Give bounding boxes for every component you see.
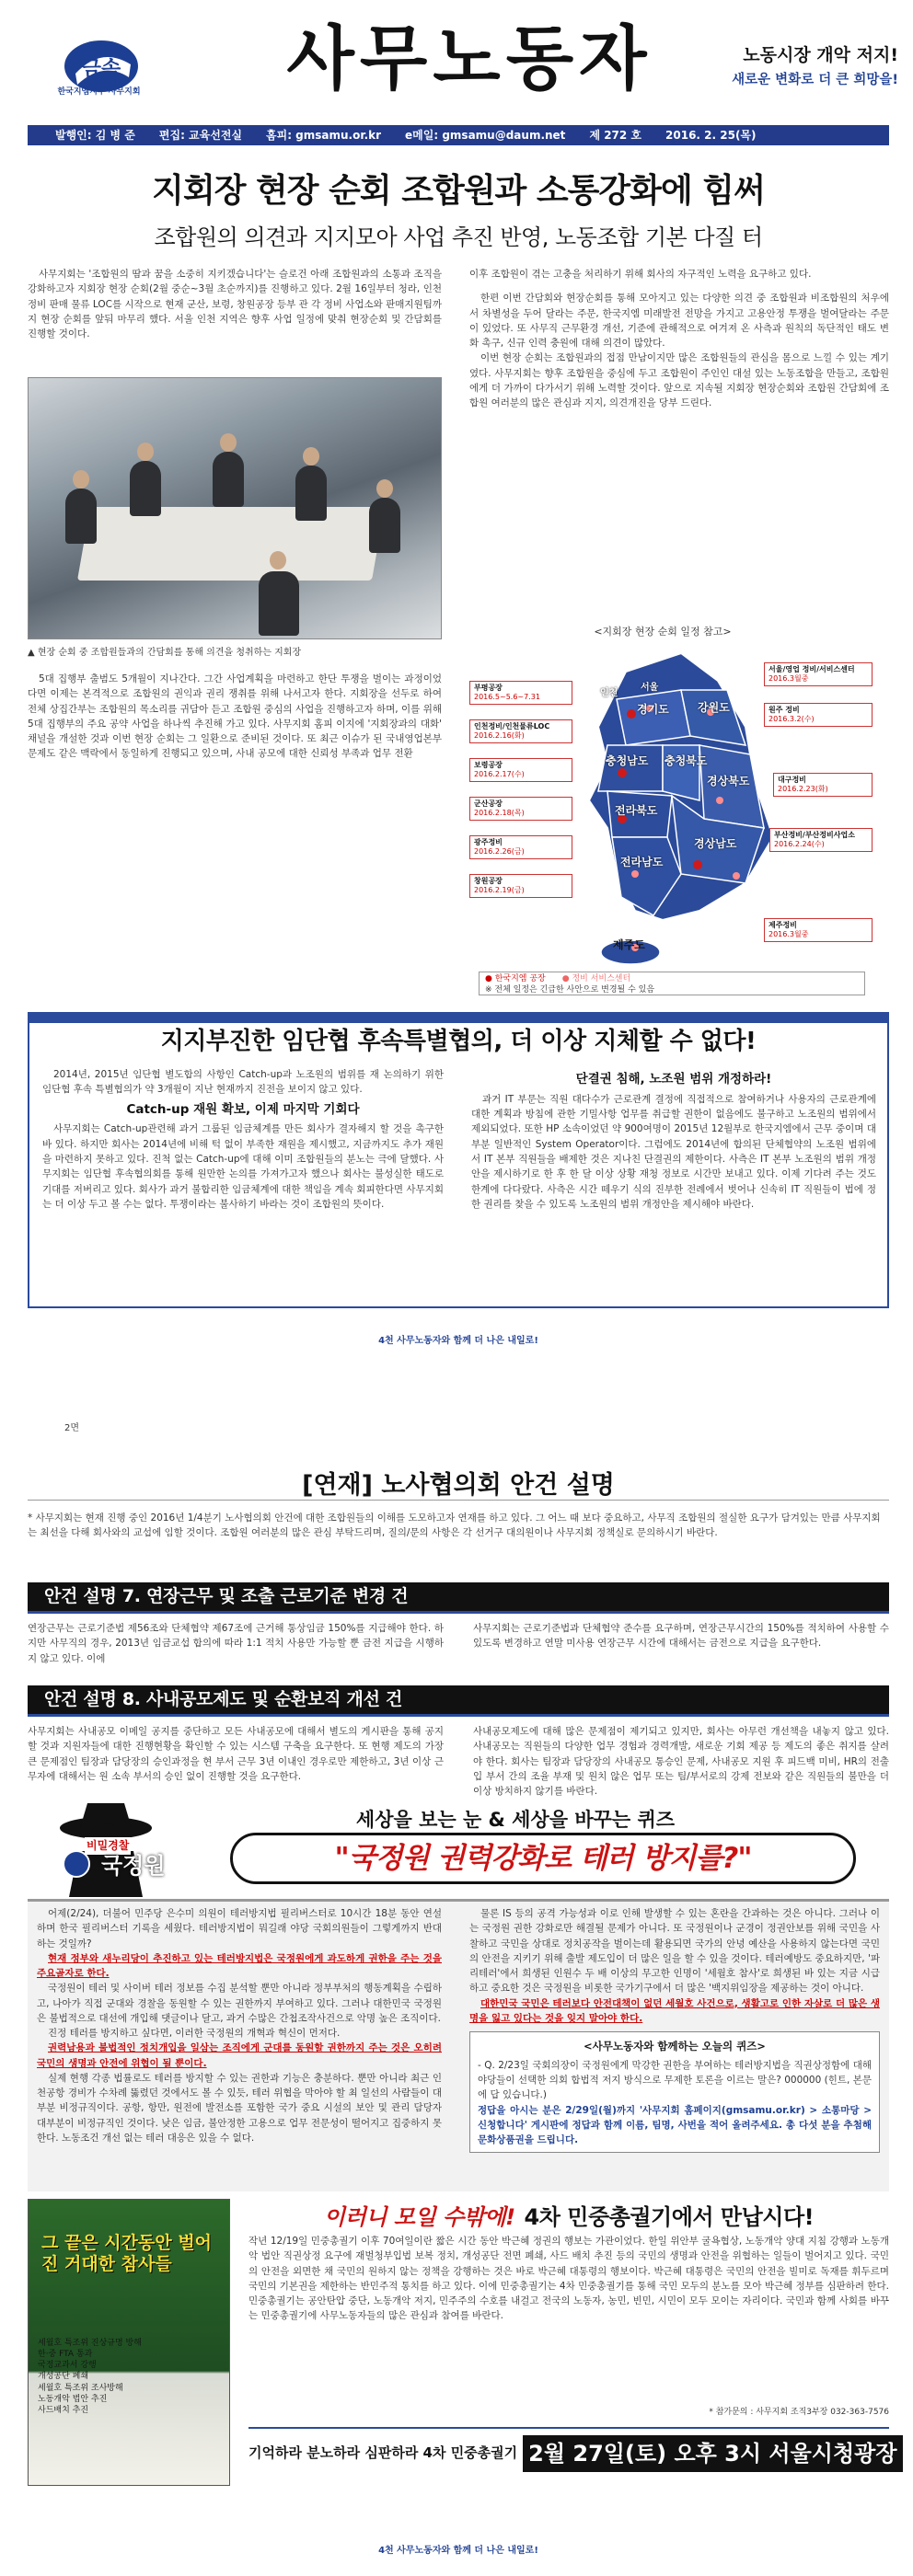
rally-headline xyxy=(248,2201,889,2235)
legend-service-center: ● 정비 서비스센터 xyxy=(561,974,631,983)
quiz-paragraph: 진정 테러를 방지하고 싶다면, 이러한 국정원의 개혁과 혁신이 먼저다. xyxy=(48,2028,341,2040)
province-label: 경상북도 xyxy=(707,775,750,788)
agenda7-title: 안건 설명 7. 연장근무 및 조출 근로기준 변경 건 xyxy=(28,1582,889,1614)
rally-text: 작년 12/19일 민중총궐기 이후 70여일이란 짧은 시간 동안 박근혜 정권의 행보는 가관이었다. 한일 위안부 굴욕협상, 노동개악 양대 지침 강행과 노동개악 법안 직권상정 요구에 재벌청부입법 보복 정치, 개성공단 전면 폐쇄, 사드 배치 추진 등의 국민의 생명과 안전을 위협하는 일들이 벌어지고 있다. 국민의 안전을 외면한 채 국민의 원하지 않는 정책을 강행하는 것은 바로 박근혜 대통령의 행보이다. 박근혜 대통령은 국민의 안전을 빌미로 독재를 휘두르며 국민의 기본권을 제한하는 반민주적 통치를 하고 있다. 이에 민중총궐기는 4차 민중총궐기를 통해 국민 모두의 분노를 모아 박근혜 정부를 심판하려 한다. 민중총궐기는 공안탄압 중단, 노동개악 저지, 민주주의 수호를 내걸고 전국의 노동자, 농민, 빈민, 시민이 모두 모이는 자리이다. 국민과 함께 사회를 바꾸는 민중총궐기에 사무노동자들의 많은 관심과 참여를 바란다. xyxy=(248,2236,889,2322)
poster-item: 노동개악 법안 추진 xyxy=(38,2394,108,2404)
svg-text:금속: 금속 xyxy=(81,58,121,81)
schedule-label: 제주정비 2016.3월중 xyxy=(764,918,873,942)
schedule-label: 부산정비/부산정비사업소 2016.2.24(수) xyxy=(769,828,873,852)
poster-item: 국정교과서 강행 xyxy=(38,2361,97,2371)
rally-contact: * 참가문의 : 사무지회 조직3부장 032-363-7576 xyxy=(709,2408,889,2417)
section-title: [연재] 노사협의회 안건 설명 xyxy=(302,1471,615,1500)
section-divider xyxy=(28,1500,889,1501)
schedule-label: 원주 정비 2016.3.2(수) xyxy=(764,703,873,727)
article1-col1-text-2 xyxy=(28,672,442,762)
province-label: 전라남도 xyxy=(620,856,664,868)
province-label: 서울 xyxy=(641,683,659,693)
newsletter-title: 사무노동자 xyxy=(286,17,653,99)
publisher: 발행인: 김 병 준 xyxy=(55,128,135,142)
article2-paragraph: 과거 IT 부문는 직원 대다수가 근로관계 결정에 직접적으로 참여하거나 사용자의 근로관계에 대한 계획과 방침에 관한 기밀사항 업무를 취급할 권한이 없음에도 불구하고 노조원의 범위에서 제외되었다. 또한 HP 소속이었던 약 900여명이 2015년 12월부로 한국지엠에서 근무 중이며 대부분 일반적인 System Operator이다. 그럼에도 2014년에 합의된 단체협약의 노조원 범위에서 IT 본부 직원들을 배제한 것은 지나친 단결권의 제한이다. 사측은 IT 본부 노조원의 범위 개정안을 제시하기로 한 후 한 달 이상 상황 재청 정보로 시간만 보내고 있다. 이제 기다려 주는 것도 한계에 다다랐다. 사측은 시간 떼우기 식의 진부한 전례에서 벗어나 신속히 IT 직원들이 법에 정한 권리를 찾을 수 있도록 노조원의 범위 개정안을 제시해야 바란다. xyxy=(471,1093,876,1210)
photo-caption: ▲ 현장 순회 중 조합원들과의 간담회를 통해 의견을 청취하는 지회장 xyxy=(28,648,302,658)
quiz-paragraph: 어제(2/24), 더불어 민주당 은수미 의원이 테러방지법 필리버스터로 10시간 18분 동안 연설하며 한국 필리버스터 기록을 세웠다. 테러방지법이 뭐길래 야당 국회의원들이 그렇게까지 반대하는 것일까? xyxy=(37,1908,442,1949)
article1-paragraph: 한편 이번 간담회와 현장순회를 통해 모아지고 있는 다양한 의견 중 조합원과 비조합원의 처우에서 차별성을 두어 달라는 주문, 한국지엠 미래발전 전망을 가지고 고용안정 투쟁을 벌여달라는 주문이 있었다. 또 사무직 근무환경 개선, 기준에 관해적으로 여겨져 온 사측과 원칙의 독단적인 태도 변화 촉구, 신규 인력 충원에 대해 의견이 많았다. xyxy=(469,293,889,350)
schedule-label: 보령공장 2016.2.17(수) xyxy=(469,758,572,782)
province-label: 제주도 xyxy=(613,938,645,951)
issue-number: 제 272 호 xyxy=(589,128,642,142)
schedule-label: 서울/영업 정비/서비스센터 2016.3월중 xyxy=(764,662,873,686)
slogan-primary: 노동시장 개악 저지! xyxy=(743,45,898,65)
province-label: 충청북도 xyxy=(665,754,708,767)
map-title: <지회장 현장 순회 일정 참고> xyxy=(594,626,732,638)
masthead-info-bar xyxy=(28,125,889,145)
legend-note: ※ 전체 일정은 긴급한 사안으로 변경될 수 있음 xyxy=(485,984,655,995)
schedule-label: 광주정비 2016.2.26(금) xyxy=(469,835,572,859)
map-legend xyxy=(479,972,865,995)
rally-date-bar xyxy=(248,2427,897,2473)
article1-paragraph: 5대 집행부 출범도 5개월이 지나간다. 그간 사업계획을 마련하고 한단 투쟁을 벌이는 과정이었다면 이제는 본격적으로 조합원의 권익과 권리 쟁취를 위해 나서고자 한다. 지회장을 선두로 하여 전체 상집간부는 조합원의 목소리를 귀담아 듣고 조합원 중심의 사업을 진행하고자 하며, 이를 위해 5대 집행부의 주요 공약 사업을 하나씩 추진해 가고 있다. 사무지회 홈피 이지에 '지회장과의 대화' 채널을 개설한 것과 이번 현장 순회는 그 일환으로 준비된 것이다. 또 최근 이슈가 된 국내영업본부 문제도 같은 맥락에서 동일하게 진행되고 있으며, 사내 공모에 대한 신뢰성 부족과 업무 전환 xyxy=(28,673,442,760)
quiz-question-headline: "국정원 권력강화로 테러 방지를?" xyxy=(230,1833,856,1884)
agenda8-title: 안건 설명 8. 사내공모제도 및 순환보직 개선 건 xyxy=(28,1685,889,1717)
quiz-heading: <사무노동자와 함께하는 오늘의 퀴즈> xyxy=(584,2040,766,2053)
province-label: 전라북도 xyxy=(615,804,658,817)
quiz-col1 xyxy=(37,1906,442,2145)
article1-paragraph: 이후 조합원이 겪는 고충을 처리하기 위해 회사의 자구적인 노력을 요구하고 있다. xyxy=(469,269,812,280)
section-intro: * 사무지회는 현재 진행 중인 2016년 1/4분기 노사협의회 안건에 대한 조합원들의 이해를 도모하고자 연재를 하고 있다. 그 어느 때 보다 중요하고, 사무직 조합원의 절실한 요구가 담겨있는 만큼 사무지회는 최선을 다해 회사와의 교섭에 임할 것이다. 조합원 여러분의 많은 관심 부탁드리며, 질의/문의 사항은 각 선거구 대의원이나 사무지회 정책실로 문의하시기 바란다. xyxy=(28,1512,881,1539)
article2-subheading: Catch-up 재원 확보, 이제 마지막 기회다 xyxy=(126,1101,360,1117)
agenda7-col2: 사무지회는 근로기준법과 단체협약 준수를 요구하며, 연장근무시간의 150%를 적치하여 사용할 수 있도록 변경하고 연말 미사용 연장근무 시간에 대해서는 금전으로 지급을 요구한다. xyxy=(473,1623,889,1650)
article1-col1-text xyxy=(28,267,442,341)
page1-footer: 4천 사무노동자와 함께 더 나은 내일로! xyxy=(378,1336,538,1346)
issue-date: 2016. 2. 25(목) xyxy=(665,128,757,142)
meeting-photo xyxy=(28,377,442,639)
article2-headline: 지지부진한 임단협 후속특별협의, 더 이상 지체할 수 없다! xyxy=(160,1028,757,1055)
rally-headline-em: 이러니 모일 수밖에! xyxy=(323,2204,515,2230)
quiz-highlight: 현재 정부와 새누리당이 추진하고 있는 테러방지법은 국정원에게 과도하게 권한을 주는 것을 주요골자로 한다. xyxy=(37,1952,442,1980)
province-label: 경기도 xyxy=(637,703,669,716)
todays-quiz xyxy=(469,2031,880,2152)
agenda8-col1: 사무지회는 사내공모 이메일 공지를 중단하고 모든 사내공모에 대해서 별도의 게시판을 통해 공지할 것과 지원자들에 대한 진행현황을 확인할 수 있는 시스템 구축을 요구한다. 또 현행 제도의 가장 큰 문제점인 팀장과 담당장의 승인과정을 현 부서 근무 3년 이내인 경우로만 제한하고, 3년 이상 근무자에 대해서는 원 소속 부서의 승인 없이 진행할 것을 요구한다. xyxy=(28,1726,444,1782)
poster-icon xyxy=(28,2199,230,2486)
article1-paragraph: 이번 현장 순회는 조합원과의 접점 만남이지만 많은 조합원들의 관심을 몸으로 느낄 수 있는 계기였다. 사무지회는 향후 조합원을 중심에 두고 조합원이 주인인 대설 있는 노동조합을 만들고, 조합원에게 더 가까이 다가서기 위해 노력할 것이다. 앞으로 지속될 지회장 현장순회와 조합원 간담회에 조합원 여러분의 많은 관심과 지지, 의견개진을 당부 드린다. xyxy=(469,352,889,409)
schedule-label: 창원공장 2016.2.19(금) xyxy=(469,874,572,898)
province-label: 충청남도 xyxy=(606,754,649,767)
page-number: 2면 xyxy=(64,1423,80,1433)
province-label: 인천 xyxy=(600,688,618,698)
schedule-label: 군산공장 2016.2.18(목) xyxy=(469,797,572,821)
quiz-spy-name: 국정원 xyxy=(101,1853,166,1879)
slogan-secondary: 새로운 변화로 더 큰 희망을! xyxy=(732,73,898,87)
article2-col2 xyxy=(471,1067,876,1212)
poster-headline: 그 끝은 시간동안 벌어진 거대한 참사들 xyxy=(41,2233,213,2274)
rally-headline-main: 4차 민중총궐기에서 만납시다! xyxy=(524,2204,815,2230)
quiz-paragraph: 물론 IS 등의 공격 가능성과 이로 인해 발생할 수 있는 혼란을 간과하는 것은 아니다. 그러나 이는 국정원 권한 강화로만 해결될 문제가 아니다. 또 국정원이나 군경이 정권안보를 위해 국민을 사찰하고 국민을 상대로 정치공작을 벌이는데 활용되면 국가의 안녕 예산을 사용하지 않는다면 국민의 안전을 지키기 위해 출발 제도입이 더 많은 일을 할 수 있을 것이다. 테러예방도 중요하지만, '파리테러'에서 희생된 인원수 두 배 이상의 무고한 인명이 '세월호 참사'로 희생된 바 있는 지금 시급하고 중요한 것은 국정원을 비롯한 국가기구에서 더 많은 '백지위임장을 제공하는 것이 아니다. xyxy=(469,1908,880,1995)
page2-footer: 4천 사무노동자와 함께 더 나은 내일로! xyxy=(378,2546,538,2556)
homepage-link[interactable]: 홈피: gmsamu.or.kr xyxy=(266,128,382,142)
article1-paragraph: 사무지회는 '조합원의 땀과 꿈을 소중히 지키겠습니다'는 슬로건 아래 조합원과의 소통과 조직을 강화하고자 지회장 현장 순회(2월 중순~3월 초순까지)를 진행하고 있다. 2월 16일부터 청라, 인천정비 판매 물류 LOC를 시작으로 현재 군산, 보령, 창원공장 등부 관 각 정비 사업소와 판매지원팀까지 현장 순회를 앞둬 마무리 했다. 서울 인천 지역은 향후 사업 일정에 맞춰 현장순회 및 간담회를 진행할 것이다. xyxy=(28,269,442,340)
quiz-answer-instructions: 정답을 아시는 분은 2/29일(월)까지 '사무지회 홈페이지(gmsamu.or.kr) > 소통마당 > 신청합니다' 게시판에 정답과 함께 이름, 팀명, 사번을 적어 올려주세요. 총 다섯 분을 추첨해 문화상품권을 드립니다. xyxy=(478,2104,872,2146)
poster-item: 한·중 FTA 통과 xyxy=(38,2350,93,2360)
quiz-tag: 비밀경찰 xyxy=(85,1837,131,1855)
logo-subtitle: 한국지엠지부 사무지회 xyxy=(57,87,141,97)
quiz-highlight: 대한민국 국민은 테러보다 안전대책이 없던 세월호 사건으로, 생활고로 인한 자살로 더 많은 생명을 잃고 있다는 것을 잊지 말아야 한다. xyxy=(469,1997,880,2024)
email-link[interactable]: e메일: gmsamu@daum.net xyxy=(405,128,566,142)
schedule-label: 대구정비 2016.2.23(화) xyxy=(773,773,873,797)
quiz-paragraph: 실제 현행 각종 법률로도 테러를 방지할 수 있는 권한과 기능은 충분하다. 뿐만 아니라 최근 인천공항 경비가 수차례 뚫렸던 것에서도 볼 수 있듯, 테러 위협을 막아야 할 최 일선의 사람들이 대부분 비정규직이다. 공항, 항만, 원전에 발전소를 포함한 국가 중요 시설의 보안 및 관리 담당자 대부분이 비정규직인 것이다. 낮은 임금, 불안정한 고용으로 업무 전문성이 떨어지고 집중하지 못한다. 노동조건 개선 없는 테러 대응은 있을 수 없다. xyxy=(37,2072,442,2144)
article2-col1 xyxy=(42,1067,444,1212)
article2-subheading: 단결권 침해, 노조원 범위 개정하라! xyxy=(575,1072,772,1087)
article2-paragraph: 사무지회는 Catch-up관련해 과거 그룹된 임금체계를 만든 회사가 결자해지 할 것을 촉구한 바 있다. 하지만 회사는 2014년에 비해 턱 없이 부족한 재원을 제시했고, 지금까지도 추가 재원을 마련하지 못하고 있다. 진척 없는 Catch-up에 대해 이미 조합원들의 분노는 극에 달했다. 사무지회는 임단협 후속협의회를 통해 원만한 논의를 가져가고자 했으나 회사는 불성실한 태도로 기대를 저버리고 있다. 회사가 과거 불합리한 임금체계에 대한 책임을 계속 회피한다면 사무지회는 더 이상 두고 볼 수는 없다. 투쟁이라는 불사하기 바라는 것이 조합원의 뜻이다. xyxy=(42,1123,444,1210)
poster-item: 사드배치 추진 xyxy=(38,2405,89,2415)
agenda8-col2: 사내공모제도에 대해 많은 문제점이 제기되고 있지만, 회사는 아무런 개선책을 내놓지 않고 있다. 사내공모는 직원들의 다양한 업무 경험과 경력개발, 새로운 기회 제공 등 제도의 좋은 취지를 살려야 한다. 회사는 팀장과 담당장의 사내공모 통승인 문제, 사내공모 지원 후 피드백 미비, HR의 전출입 부서 간의 조율 부재 및 원치 않은 업무 또는 팀/부서로의 강제 전보와 같은 직원들의 불만을 더 이상 방치하지 않기를 바란다. xyxy=(473,1726,889,1798)
legend-factory: ● 한국지엠 공장 xyxy=(485,974,546,983)
agenda7-col1: 연장근무는 근로기준법 제56조와 단체협약 제67조에 근거해 통상임금 150%를 지급해야 한다. 하지만 사무직의 경우, 2013년 임금교섭 합의에 따라 1:1 적치 사용만 가능할 뿐 금전 지급을 시행하지 않고 있다. 이에 xyxy=(28,1623,444,1664)
schedule-map xyxy=(469,644,874,975)
article1-subhead: 조합원의 의견과 지지모아 사업 추진 반영, 노동조합 기본 다질 터 xyxy=(154,224,763,250)
schedule-label: 인천정비/인천물류LOC 2016.2.16(화) xyxy=(469,719,572,743)
quiz-question: - Q. 2/23일 국회의장이 국정원에게 막강한 권한을 부여하는 테러방지법을 직권상정함에 대해 야당들이 선택한 의회 합법적 저지 방식으로 무제한 토론을 이르는 말은? 000000 (힌트, 본문에 답 있습니다.) xyxy=(478,2059,872,2101)
province-label: 강원도 xyxy=(698,701,730,714)
editor: 편집: 교육선전실 xyxy=(158,128,243,142)
poster-item: 개성공단 폐쇄 xyxy=(38,2372,89,2382)
article2-paragraph: 2014년, 2015년 임단협 별도합의 사항인 Catch-up과 노조원의 범위를 재 논의하기 위한 임단협 후속 특별협의가 약 3개월이 지난 현재까지 진전을 보이지 않고 있다. xyxy=(42,1069,444,1096)
quiz-tagline: 세상을 보는 눈 & 세상을 바꾸는 퀴즈 xyxy=(355,1809,676,1831)
schedule-label: 부평공장 2016.5~5.6~7.31 xyxy=(469,681,572,705)
poster-item: 세월호 특조위 조사방해 xyxy=(38,2383,123,2393)
quiz-col2 xyxy=(469,1906,880,2153)
rally-bar-date: 2월 27일(토) 오후 3시 서울시청광장 xyxy=(523,2435,902,2472)
rally-bar-pre: 기억하라 분노하라 심판하라 4차 민중총궐기 xyxy=(248,2444,518,2462)
article1-col2-text xyxy=(469,267,889,410)
province-label: 경상남도 xyxy=(694,837,737,850)
quiz-paragraph: 국정원이 테러 및 사이버 테러 정보를 수집 분석할 뿐만 아니라 정부부처의 행동계획을 수립하고, 나아가 직접 군대와 경찰을 동원할 수 있는 권한까지 부여하고 있다. 그러나 대한민국 국정원은 불법적으로 대선에 개입해 댓글이나 달고, 과거 수많은 간첩조작사건으로 악명 높은 조직이다. xyxy=(37,1983,442,2024)
quiz-highlight: 권력남용과 불법적인 정치개입을 일삼는 조직에게 군대를 동원할 권한까지 주는 것은 오히려 국민의 생명과 안전에 위협이 될 뿐이다. xyxy=(37,2042,442,2069)
poster-item: 세월호 특조위 진상규명 방해 xyxy=(38,2339,142,2348)
article1-headline: 지회장 현장 순회 조합원과 소통강화에 힘써 xyxy=(152,172,765,210)
